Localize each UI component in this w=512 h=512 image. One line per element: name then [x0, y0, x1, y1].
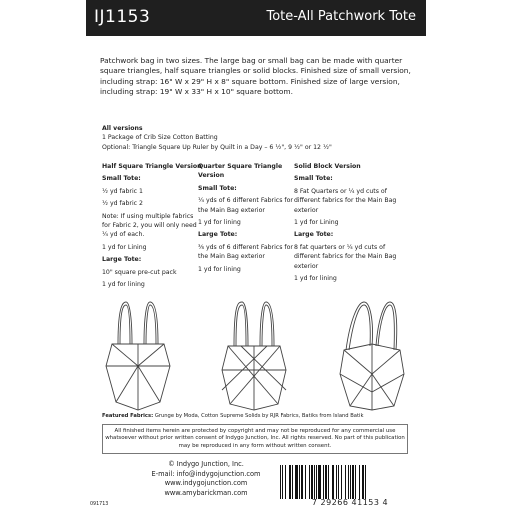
all-versions-line: 1 Package of Crib Size Cotton Batting: [102, 134, 218, 142]
material-item: 1 yd for lining: [198, 265, 241, 273]
large-tote-label: Large Tote:: [198, 231, 238, 239]
tote-bag-half-square-illustration: [102, 300, 174, 412]
quarter-square-column: [198, 162, 298, 277]
material-item: ½ yd fabric 1: [102, 187, 143, 195]
barcode-bars: [280, 465, 420, 499]
large-tote-label: Large Tote:: [102, 256, 142, 264]
pattern-back-cover: [86, 0, 426, 512]
all-versions-line: Optional: Triangle Square Up Ruler by Quilt in a Day – 6 ½", 9 ½" or 12 ½": [102, 143, 332, 151]
intro-paragraph: Patchwork bag in two sizes. The large bag or small bag can be made with quarter square triangles, half square triangles or solid blocks. Finished size of small version, including strap: 16" W x 29" H x 8" square bottom. Finished size of large version, including strap: 19" W x 33" H x 10" square bottom.: [100, 56, 411, 97]
featured-label: Featured Fabrics:: [102, 413, 154, 419]
pattern-code: IJ1153: [94, 7, 151, 27]
barcode-number: 7 29266 41153 4: [311, 498, 389, 507]
email-address: E-mail: info@indygojunction.com: [151, 469, 261, 478]
company-name: © Indygo Junction, Inc.: [168, 460, 244, 468]
solid-block-column: [294, 162, 404, 286]
website-link: www.indygojunction.com: [164, 479, 248, 488]
tote-illustrations: [102, 300, 408, 412]
material-item: 1 yd for lining: [102, 281, 145, 289]
tote-bag-solid-block-illustration: [336, 300, 408, 412]
material-item: ½ yd fabric 2: [102, 200, 143, 208]
material-item: 1 yd for Lining: [294, 219, 339, 227]
large-tote-label: Large Tote:: [294, 231, 334, 239]
featured-text: Grunge by Moda, Cotton Supreme Solids by RJR Fabrics, Batiks from Island Batik: [154, 413, 364, 419]
material-item: ¼ yds of 6 different Fabrics for the Main Bag exterior: [198, 197, 293, 214]
copyright-notice: All finished items herein are protected by copyright and may not be reproduced for any commercial use whatsoever without prior written consent of Indygo Junction, Inc. All rights reserved. No part of this publication may be reproduced in any form without written consent.: [102, 424, 408, 454]
barcode: [280, 465, 420, 507]
small-tote-label: Small Tote:: [102, 175, 141, 183]
header-bar: [86, 0, 426, 36]
material-item: ⅜ yds of 6 different Fabrics for the Main Bag exterior: [198, 243, 293, 261]
material-item: 1 yd for lining: [294, 275, 337, 283]
all-versions-section: [102, 124, 412, 152]
small-tote-label: Small Tote:: [294, 175, 333, 183]
column-heading: Quarter Square Triangle Version: [198, 163, 283, 180]
small-tote-label: Small Tote:: [198, 184, 237, 192]
featured-fabrics: [102, 413, 412, 420]
material-item: 1 yd for lining: [198, 219, 241, 227]
column-heading: Half Square Triangle Version: [102, 163, 202, 170]
half-square-column: [102, 162, 202, 292]
column-heading: Solid Block Version: [294, 163, 361, 170]
publication-number: 091713: [90, 502, 109, 507]
pattern-title: Tote-All Patchwork Tote: [266, 9, 416, 24]
material-item: 8 Fat Quarters or ¼ yd cuts of different fabrics for the Main Bag exterior: [294, 187, 397, 214]
material-item: 8 fat quarters or ¼ yd cuts of different fabrics for the Main Bag exterior: [294, 243, 397, 270]
all-versions-heading: All versions: [102, 125, 143, 132]
website-link: www.amybarickman.com: [164, 488, 248, 497]
material-item: 1 yd for Lining: [102, 243, 147, 251]
publisher-contact: [146, 460, 266, 498]
material-item: Note: If using multiple fabrics for Fabric 2, you will only need ¼ yd of each.: [102, 212, 197, 239]
tote-bag-quarter-square-illustration: [218, 300, 290, 412]
material-item: 10" square pre-cut pack: [102, 268, 177, 276]
